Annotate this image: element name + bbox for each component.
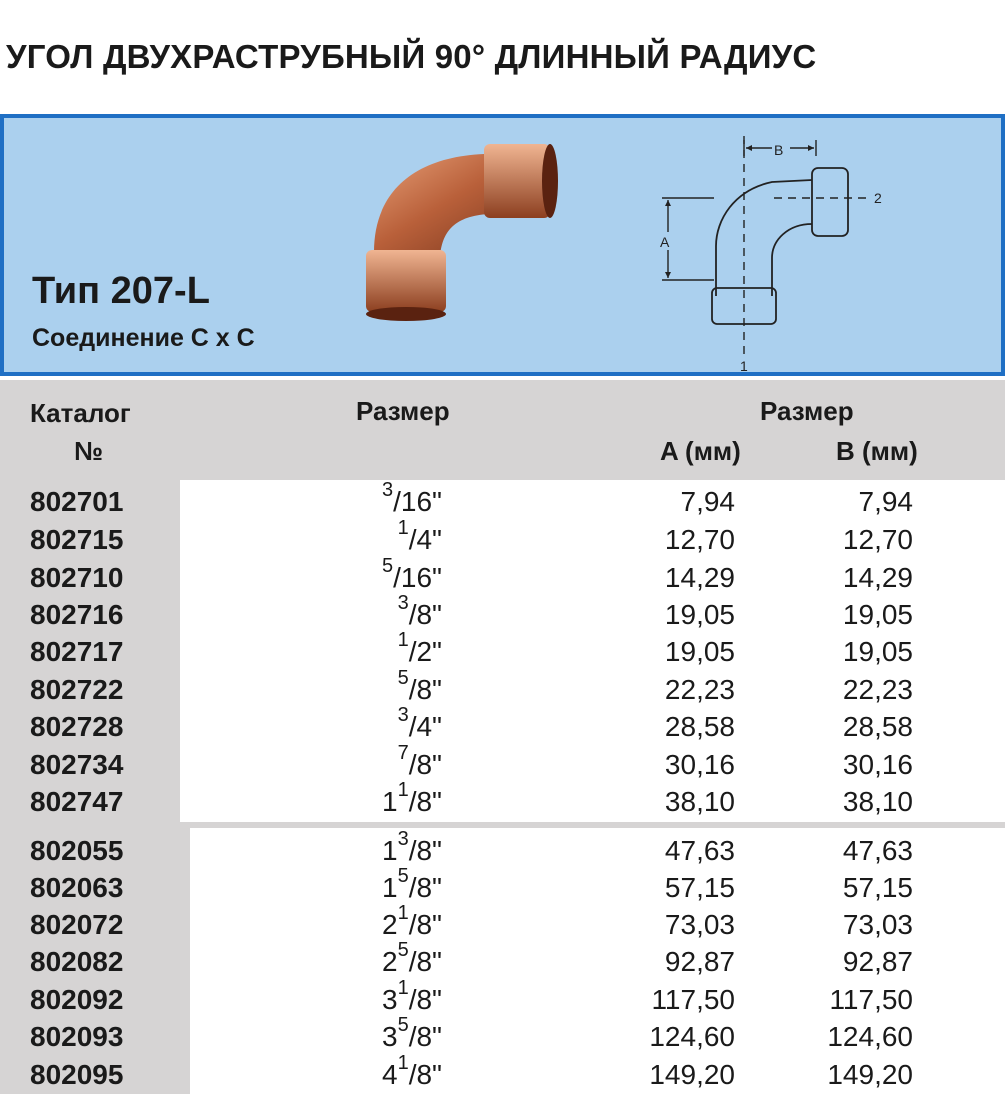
size-denominator: /8" bbox=[408, 909, 442, 940]
size-whole: 3 bbox=[382, 1021, 398, 1052]
dimension-a: 19,05 bbox=[664, 599, 735, 630]
dimension-a: 38,10 bbox=[664, 786, 735, 817]
size-denominator: /8" bbox=[408, 946, 442, 977]
catalog-number: 802701 bbox=[30, 486, 124, 517]
size-value bbox=[290, 704, 442, 746]
dimension-b: 28,58 bbox=[842, 711, 913, 742]
table-row bbox=[0, 555, 1005, 597]
table-row bbox=[0, 592, 1005, 634]
dimension-a: 117,50 bbox=[651, 984, 735, 1015]
size-whole: 1 bbox=[382, 872, 398, 903]
size-value bbox=[290, 555, 442, 597]
header-a: A (мм) bbox=[660, 436, 741, 466]
size-value bbox=[290, 939, 442, 981]
size-denominator: /4" bbox=[408, 524, 442, 555]
dimension-drawing bbox=[654, 128, 894, 376]
size-whole: 3 bbox=[382, 984, 398, 1015]
dimension-b: 92,87 bbox=[842, 946, 913, 977]
size-numerator: 1 bbox=[397, 629, 409, 651]
size-numerator: 3 bbox=[397, 828, 409, 850]
dimension-a: 12,70 bbox=[664, 524, 735, 555]
table-row bbox=[0, 939, 1005, 981]
dimension-b: 124,60 bbox=[827, 1021, 913, 1052]
dimension-b: 19,05 bbox=[842, 599, 913, 630]
dimension-a: 14,29 bbox=[664, 562, 735, 593]
catalog-number: 802082 bbox=[30, 946, 124, 977]
dimension-a: 22,23 bbox=[664, 674, 735, 705]
dimension-b: 47,63 bbox=[842, 835, 913, 866]
table-row bbox=[0, 1014, 1005, 1056]
page-title: УГОЛ ДВУХРАСТРУБНЫЙ 90° ДЛИННЫЙ РАДИУС bbox=[6, 38, 817, 75]
dimension-a: 73,03 bbox=[664, 909, 735, 940]
dimension-a: 7,94 bbox=[680, 486, 735, 517]
size-numerator: 1 bbox=[397, 977, 409, 999]
size-denominator: /8" bbox=[408, 835, 442, 866]
dimension-a: 28,58 bbox=[664, 711, 735, 742]
size-value bbox=[290, 629, 442, 671]
header-dims: Размер bbox=[760, 396, 854, 426]
size-denominator: /2" bbox=[408, 636, 442, 667]
table-row bbox=[0, 902, 1005, 944]
catalog-number: 802734 bbox=[30, 749, 124, 780]
size-whole: 1 bbox=[382, 786, 398, 817]
size-denominator: /4" bbox=[408, 711, 442, 742]
table-row bbox=[0, 667, 1005, 709]
header-size: Размер bbox=[356, 396, 450, 426]
size-denominator: /8" bbox=[408, 1059, 442, 1090]
table-row bbox=[0, 742, 1005, 784]
table-row bbox=[0, 517, 1005, 559]
catalog-number: 802717 bbox=[30, 636, 124, 667]
catalog-number: 802095 bbox=[30, 1059, 124, 1090]
size-denominator: /8" bbox=[408, 1021, 442, 1052]
product-banner bbox=[0, 114, 1005, 376]
catalog-number: 802092 bbox=[30, 984, 124, 1015]
size-value bbox=[290, 479, 442, 521]
dimension-a: 19,05 bbox=[664, 636, 735, 667]
connection-type: Соединение С х С bbox=[32, 324, 255, 352]
size-denominator: /8" bbox=[408, 872, 442, 903]
catalog-number: 802716 bbox=[30, 599, 124, 630]
dimension-a: 149,20 bbox=[649, 1059, 735, 1090]
size-value bbox=[290, 1014, 442, 1056]
dimension-b: 30,16 bbox=[842, 749, 913, 780]
label-b: B bbox=[774, 142, 784, 158]
size-value bbox=[290, 865, 442, 907]
size-value bbox=[290, 667, 442, 709]
dimension-b: 117,50 bbox=[829, 984, 913, 1015]
dimension-b: 73,03 bbox=[842, 909, 913, 940]
label-2: 2 bbox=[874, 190, 882, 206]
size-denominator: /8" bbox=[408, 599, 442, 630]
header-b: B (мм) bbox=[836, 436, 918, 466]
size-value bbox=[290, 902, 442, 944]
catalog-number: 802710 bbox=[30, 562, 124, 593]
size-numerator: 5 bbox=[397, 667, 409, 689]
size-numerator: 5 bbox=[397, 1014, 409, 1036]
size-value bbox=[290, 592, 442, 634]
size-denominator: /16" bbox=[393, 486, 442, 517]
dimension-a: 30,16 bbox=[664, 749, 735, 780]
label-1: 1 bbox=[740, 358, 748, 374]
dimension-b: 12,70 bbox=[842, 524, 913, 555]
table-row bbox=[0, 704, 1005, 746]
size-value bbox=[290, 517, 442, 559]
label-a: A bbox=[660, 234, 670, 250]
dimension-b: 149,20 bbox=[827, 1059, 913, 1090]
dimension-a: 47,63 bbox=[664, 835, 735, 866]
dimension-b: 7,94 bbox=[858, 486, 913, 517]
size-denominator: /8" bbox=[408, 984, 442, 1015]
catalog-number: 802728 bbox=[30, 711, 124, 742]
table-row bbox=[0, 779, 1005, 821]
size-numerator: 1 bbox=[397, 779, 409, 801]
table-row bbox=[0, 865, 1005, 907]
size-numerator: 7 bbox=[397, 742, 409, 764]
product-type: Тип 207-L bbox=[32, 270, 210, 312]
table-row bbox=[0, 629, 1005, 671]
table-row bbox=[0, 1052, 1005, 1094]
catalog-number: 802063 bbox=[30, 872, 124, 903]
size-whole: 2 bbox=[382, 909, 398, 940]
table-row bbox=[0, 828, 1005, 870]
dimension-b: 22,23 bbox=[842, 674, 913, 705]
catalog-number: 802093 bbox=[30, 1021, 124, 1052]
header-catalog: Каталог bbox=[30, 398, 131, 428]
dimension-a: 124,60 bbox=[649, 1021, 735, 1052]
size-denominator: /8" bbox=[408, 786, 442, 817]
size-whole: 1 bbox=[382, 835, 398, 866]
header-catalog-no: № bbox=[74, 436, 103, 466]
dimension-b: 38,10 bbox=[842, 786, 913, 817]
size-numerator: 5 bbox=[382, 555, 394, 577]
dimension-a: 92,87 bbox=[664, 946, 735, 977]
dimension-b: 14,29 bbox=[842, 562, 913, 593]
size-whole: 4 bbox=[382, 1059, 398, 1090]
size-numerator: 1 bbox=[397, 902, 409, 924]
size-numerator: 3 bbox=[397, 592, 409, 614]
copper-elbow-photo bbox=[354, 132, 564, 322]
spec-table bbox=[0, 380, 1005, 1094]
size-value bbox=[290, 742, 442, 784]
catalog-number: 802072 bbox=[30, 909, 124, 940]
size-numerator: 5 bbox=[397, 865, 409, 887]
size-numerator: 3 bbox=[382, 479, 394, 501]
table-row bbox=[0, 479, 1005, 521]
size-value bbox=[290, 779, 442, 821]
catalog-number: 802055 bbox=[30, 835, 124, 866]
size-numerator: 1 bbox=[397, 1052, 409, 1074]
size-numerator: 3 bbox=[397, 704, 409, 726]
size-value bbox=[290, 977, 442, 1019]
dimension-a: 57,15 bbox=[664, 872, 735, 903]
dimension-b: 57,15 bbox=[842, 872, 913, 903]
size-whole: 2 bbox=[382, 946, 398, 977]
size-numerator: 5 bbox=[397, 939, 409, 961]
table-row bbox=[0, 977, 1005, 1019]
size-numerator: 1 bbox=[397, 517, 409, 539]
size-value bbox=[290, 1052, 442, 1094]
size-denominator: /8" bbox=[408, 674, 442, 705]
size-denominator: /16" bbox=[393, 562, 442, 593]
size-value bbox=[290, 828, 442, 870]
catalog-number: 802722 bbox=[30, 674, 124, 705]
dimension-b: 19,05 bbox=[842, 636, 913, 667]
size-denominator: /8" bbox=[408, 749, 442, 780]
catalog-number: 802715 bbox=[30, 524, 124, 555]
catalog-number: 802747 bbox=[30, 786, 124, 817]
